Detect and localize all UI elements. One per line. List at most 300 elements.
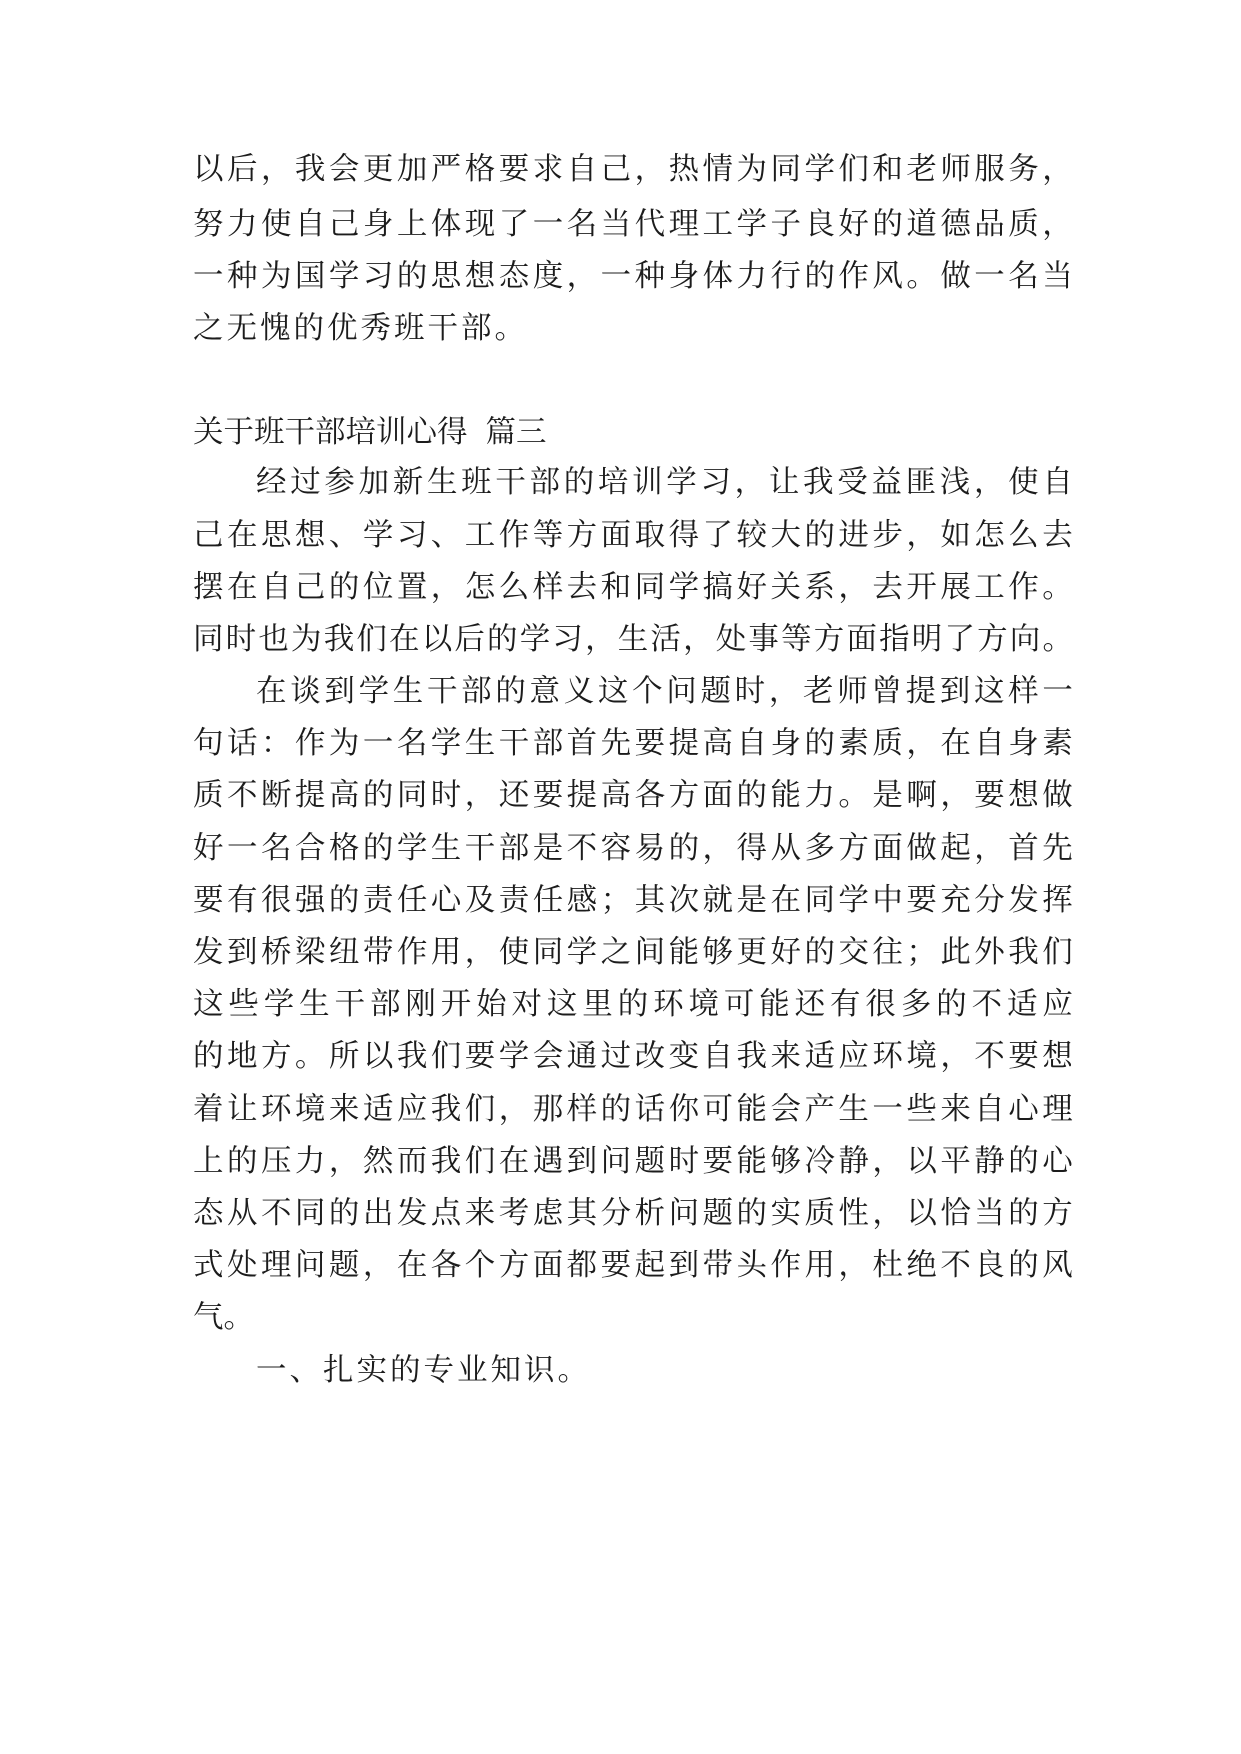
text-char: ， [362, 1248, 394, 1283]
text-char: 干 [495, 465, 526, 500]
text-char: 同 [804, 883, 835, 918]
text-line [193, 1194, 1073, 1234]
text-char: 遇 [532, 1144, 564, 1179]
text-char: 个 [464, 1248, 496, 1283]
text-char: 静 [838, 1144, 869, 1179]
text-char: 义 [563, 674, 595, 709]
text-char: 个 [632, 674, 663, 709]
text-char: 从 [770, 831, 801, 866]
text-char: 么 [498, 570, 530, 605]
text-char: 做 [940, 259, 971, 294]
text-char: ； [906, 935, 937, 970]
text-char: 名 [1008, 259, 1039, 294]
text-char: 益 [871, 465, 902, 500]
text-char: 的 [872, 207, 903, 242]
text-char: 部 [532, 726, 564, 761]
text-char: 方 [838, 831, 869, 866]
text-char: 努 [193, 207, 224, 242]
text-char: 的 [804, 259, 835, 294]
text-char: 改 [634, 1039, 666, 1074]
text-char: 们 [838, 152, 869, 187]
text-char: 始 [476, 987, 507, 1022]
text-char: 提 [566, 778, 598, 813]
text-char: 到 [939, 674, 971, 709]
text-char: 各 [430, 1248, 462, 1283]
text-char: 的 [617, 987, 649, 1022]
text-char: 头 [736, 1248, 767, 1283]
text-char: 得 [668, 518, 700, 553]
text-line [193, 1246, 1073, 1286]
text-char: 学 [362, 518, 394, 553]
text-char: 谈 [290, 674, 321, 709]
text-char: 的 [362, 778, 394, 813]
text-char: 起 [940, 831, 971, 866]
text-char: ， [464, 935, 496, 970]
text-char: 怎 [464, 570, 496, 605]
text-char: 用 [430, 935, 462, 970]
text-char: 式 [193, 1248, 224, 1283]
text-char: 不 [940, 1248, 971, 1283]
text-char: 务 [1008, 152, 1039, 187]
text-char: 我 [803, 465, 834, 500]
text-char: 到 [226, 935, 258, 970]
text-char: 不 [971, 987, 1003, 1022]
text-char: 问 [668, 1196, 700, 1231]
text-char: 道 [906, 207, 937, 242]
text-char: 质 [193, 778, 224, 813]
text-char: 工 [974, 570, 1005, 605]
text-char: 充 [940, 883, 971, 918]
text-char: 当 [1042, 259, 1073, 294]
text-char: 工 [464, 518, 496, 553]
text-char: 变 [668, 1039, 700, 1074]
text-char: 提 [294, 778, 326, 813]
text-char: 力 [294, 1144, 326, 1179]
text-char: ， [1042, 152, 1073, 187]
text-char: 面 [702, 778, 734, 813]
text-char: 都 [566, 1248, 598, 1283]
text-char: 的 [193, 1039, 224, 1074]
text-char: 题 [700, 674, 731, 709]
text-char: 高 [328, 778, 360, 813]
text-char: 一 [226, 831, 258, 866]
text-char: ， [702, 831, 734, 866]
text-char: 、 [430, 518, 462, 553]
text-char: 发 [1008, 883, 1039, 918]
text-char: 想 [1008, 778, 1039, 813]
text-char: 有 [226, 883, 258, 918]
text-char: 些 [228, 987, 259, 1022]
text-char: 和 [600, 570, 632, 605]
text-char: 作 [396, 935, 428, 970]
text-char: 让 [226, 1092, 258, 1127]
text-char: 己 [328, 207, 360, 242]
text-char: 让 [768, 465, 800, 500]
text-char: 到 [324, 674, 355, 709]
text-char: 出 [362, 1196, 394, 1231]
text-char: 后 [226, 152, 258, 187]
text-char: 境 [294, 1092, 326, 1127]
text-char: 很 [865, 987, 896, 1022]
text-char: 方 [977, 622, 1008, 657]
text-char: 时 [734, 674, 766, 709]
text-char: ， [906, 518, 937, 553]
text-char: ， [838, 570, 869, 605]
text-char: 不 [226, 778, 258, 813]
text-char: 提 [668, 726, 700, 761]
text-char: 习 [552, 622, 583, 657]
text-char: 不 [566, 831, 598, 866]
text-char: 了 [498, 207, 530, 242]
text-char: 方 [260, 1039, 292, 1074]
text-char: ， [1042, 207, 1073, 242]
text-char: 境 [906, 1039, 937, 1074]
text-char: 一 [974, 259, 1005, 294]
text-char: 生 [392, 674, 424, 709]
text-char: 部 [529, 465, 560, 500]
text-char: 其 [634, 883, 666, 918]
text-char: 老 [803, 674, 834, 709]
text-char: 来 [464, 1196, 496, 1231]
text-char: 后 [454, 622, 485, 657]
text-char: 着 [193, 1092, 224, 1127]
text-char: 能 [759, 987, 790, 1022]
text-char: 步 [872, 518, 903, 553]
text-char: 的 [328, 883, 360, 918]
text-char: 己 [294, 570, 326, 605]
text-char: 匪 [905, 465, 937, 500]
text-char: 加 [358, 465, 390, 500]
text-char: 一 [532, 207, 564, 242]
text-char: 习 [396, 518, 428, 553]
text-char: ， [430, 570, 462, 605]
text-char: 风 [872, 259, 903, 294]
text-char: 国 [294, 259, 326, 294]
text-char: 自 [974, 1092, 1005, 1127]
text-char: 理 [1042, 1092, 1073, 1127]
text-char: 的 [328, 570, 360, 605]
text-char: 干 [426, 674, 458, 709]
text-char: 质 [804, 1196, 835, 1231]
text-char: 能 [668, 935, 700, 970]
heading-part: 篇三 [485, 415, 547, 450]
text-char: 种 [226, 259, 258, 294]
text-char: 先 [1042, 831, 1073, 866]
text-char: 要 [906, 883, 937, 918]
text-char: 对 [511, 987, 543, 1022]
text-char: 在 [940, 726, 971, 761]
text-char: 怎 [974, 518, 1005, 553]
text-char: 在 [389, 622, 420, 657]
text-char: 面 [872, 831, 903, 866]
text-char: 身 [668, 259, 700, 294]
text-char: 使 [1008, 465, 1039, 500]
text-char: 过 [600, 1039, 632, 1074]
text-char: 学 [736, 207, 767, 242]
text-char: 里 [582, 987, 613, 1022]
text-char: ， [566, 259, 598, 294]
text-char: 冷 [804, 1144, 835, 1179]
text-char: ， [940, 1039, 971, 1074]
text-char: 题 [328, 1248, 360, 1283]
text-line [256, 463, 1073, 503]
text-char: 。 [906, 259, 937, 294]
text-char: 压 [260, 1144, 292, 1179]
text-line [193, 205, 1073, 245]
text-char: 师 [837, 674, 868, 709]
text-char: 也 [258, 622, 289, 657]
text-char: 。 [838, 778, 869, 813]
text-char: 开 [440, 987, 472, 1022]
text-char: 学 [358, 674, 390, 709]
text-char: 会 [770, 1092, 801, 1127]
text-char: 其 [566, 1196, 598, 1231]
text-char: 做 [906, 831, 937, 866]
text-char: 部 [369, 987, 401, 1022]
text-char: 名 [396, 726, 428, 761]
text-char: 同 [294, 1196, 326, 1231]
text-char: 然 [362, 1144, 394, 1179]
text-char: 。 [1042, 622, 1073, 657]
text-char: 应 [838, 1039, 869, 1074]
text-char: 好 [770, 935, 801, 970]
text-char: ， [872, 1196, 903, 1231]
text-char: 我 [323, 622, 355, 657]
text-char: 自 [1042, 465, 1073, 500]
text-char: 还 [498, 778, 530, 813]
text-char: 强 [294, 883, 326, 918]
text-char: ， [498, 1092, 530, 1127]
text-char: 曾 [871, 674, 902, 709]
text-char: 要 [600, 1248, 632, 1283]
text-char: 展 [940, 570, 971, 605]
text-char: 的 [396, 259, 428, 294]
text-char: 会 [532, 1039, 564, 1074]
text-char: 是 [736, 883, 767, 918]
text-char: 高 [702, 726, 734, 761]
text-char: 作 [294, 726, 326, 761]
text-line: 之无愧的优秀班干部。 [193, 311, 528, 346]
text-char: 进 [838, 518, 869, 553]
text-char: 从 [226, 1196, 258, 1231]
text-char: 学 [566, 935, 598, 970]
text-char: 一 [362, 726, 394, 761]
text-char: 合 [294, 831, 326, 866]
text-char: 度 [532, 259, 564, 294]
text-char: 题 [634, 1144, 666, 1179]
text-char: 能 [736, 1144, 767, 1179]
text-char: 部 [498, 831, 530, 866]
text-line [193, 150, 1073, 190]
text-char: 好 [736, 570, 767, 605]
text-char: 理 [260, 1248, 292, 1283]
text-char: 有 [830, 987, 861, 1022]
text-char: ， [906, 726, 937, 761]
text-char: 班 [461, 465, 492, 500]
text-char: 这 [193, 987, 224, 1022]
text-char: 时 [225, 622, 257, 657]
text-char: ， [734, 465, 766, 500]
text-char: 好 [193, 831, 224, 866]
text-char: 不 [974, 1039, 1005, 1074]
heading-title: 关于班干部培训心得 [193, 415, 468, 450]
text-char: 责 [362, 883, 394, 918]
text-char: 学 [498, 1039, 530, 1074]
text-char: 干 [498, 726, 530, 761]
text-char: 的 [804, 935, 835, 970]
text-char: 能 [736, 1092, 767, 1127]
text-char: 现 [464, 207, 496, 242]
text-char: 很 [260, 883, 292, 918]
text-char: 通 [566, 1039, 598, 1074]
text-char: 格 [464, 152, 496, 187]
text-char: 感 [566, 883, 598, 918]
text-char: 虑 [532, 1196, 564, 1231]
text-char: 中 [872, 883, 903, 918]
text-char: 得 [736, 831, 767, 866]
text-char: 想 [294, 518, 326, 553]
text-char: 责 [498, 883, 530, 918]
text-char: 的 [736, 778, 767, 813]
text-char: 方 [566, 518, 598, 553]
text-char: 面 [600, 518, 632, 553]
text-char: 代 [634, 207, 666, 242]
text-char: 要 [974, 778, 1005, 813]
text-char: 问 [666, 674, 697, 709]
text-char: 我 [430, 1144, 462, 1179]
text-char: 些 [906, 1092, 937, 1127]
text-char: 么 [1008, 518, 1039, 553]
text-char: 句 [193, 726, 224, 761]
text-char: 己 [193, 518, 224, 553]
text-char: 题 [702, 1196, 734, 1231]
text-char: 这 [546, 987, 578, 1022]
text-char: 以 [193, 152, 224, 187]
text-line [193, 568, 1073, 608]
text-char: 刚 [405, 987, 436, 1022]
text-char: 杜 [872, 1248, 903, 1283]
text-char: 来 [328, 1092, 360, 1127]
text-char: 可 [723, 987, 755, 1022]
text-char: 可 [702, 1092, 734, 1127]
text-char: 生 [464, 726, 496, 761]
text-char: 生 [838, 1092, 869, 1127]
text-char: 在 [396, 1248, 428, 1283]
text-char: 训 [632, 465, 663, 500]
text-char: 一 [193, 259, 224, 294]
text-char: 面 [846, 622, 877, 657]
text-char: 自 [702, 1039, 734, 1074]
text-char: 方 [498, 1248, 530, 1283]
text-char: 身 [362, 207, 394, 242]
text-char: 析 [634, 1196, 666, 1231]
text-char: 作 [498, 518, 530, 553]
text-char: ， [683, 622, 714, 657]
text-char: 这 [973, 674, 1005, 709]
text-line [193, 516, 1073, 556]
text-char: 会 [328, 152, 360, 187]
text-char: 容 [600, 831, 632, 866]
text-line [193, 933, 1073, 973]
text-char: 静 [974, 1144, 1005, 1179]
text-char: 生 [617, 622, 649, 657]
text-char: 名 [566, 207, 598, 242]
text-char: 活 [650, 622, 681, 657]
text-char: 纽 [328, 935, 360, 970]
text-char: 一 [872, 1092, 903, 1127]
text-char: 更 [362, 152, 394, 187]
text-char: 要 [193, 883, 224, 918]
text-char: 理 [668, 207, 700, 242]
text-char: 平 [940, 1144, 971, 1179]
text-char: 加 [396, 152, 428, 187]
text-char: 我 [1008, 935, 1039, 970]
text-char: 来 [940, 1092, 971, 1127]
text-char: 而 [396, 1144, 428, 1179]
text-char: 带 [702, 1248, 734, 1283]
text-char: 较 [736, 518, 767, 553]
text-char: 样 [1008, 674, 1039, 709]
text-char: 一 [1042, 674, 1073, 709]
text-char: 生 [430, 831, 462, 866]
text-char: 参 [324, 465, 355, 500]
text-char: 工 [702, 207, 734, 242]
text-char: 在 [770, 883, 801, 918]
text-char: 行 [770, 259, 801, 294]
text-char: 能 [770, 778, 801, 813]
text-char: ， [872, 1144, 903, 1179]
text-char: 先 [600, 726, 632, 761]
text-char: 作 [1008, 570, 1039, 605]
text-char: 那 [532, 1092, 564, 1127]
text-char: 以 [362, 1039, 394, 1074]
text-char: 间 [634, 935, 666, 970]
text-char: ， [973, 465, 1005, 500]
text-char: 环 [653, 987, 684, 1022]
text-char: 明 [911, 622, 943, 657]
text-char: 环 [260, 1092, 292, 1127]
text-char: 来 [770, 1039, 801, 1074]
text-char: 问 [294, 1248, 326, 1283]
text-line: 气。 [193, 1300, 254, 1335]
text-char: 样 [532, 570, 564, 605]
text-char: 学 [838, 883, 869, 918]
text-char: ， [328, 1144, 360, 1179]
text-char: 。 [1042, 570, 1073, 605]
text-char: 的 [495, 674, 526, 709]
text-char: 素 [1042, 726, 1073, 761]
text-char: 经 [256, 465, 287, 500]
text-char: 一 [600, 259, 632, 294]
text-char: 任 [396, 883, 428, 918]
text-char: 们 [1042, 935, 1073, 970]
text-char: 名 [260, 831, 292, 866]
text-char: 应 [1042, 987, 1073, 1022]
text-char: 服 [974, 152, 1005, 187]
text-char: 新 [392, 465, 424, 500]
text-char: ， [260, 152, 292, 187]
text-char: 方 [668, 778, 700, 813]
text-line [193, 776, 1073, 816]
text-char: 身 [770, 726, 801, 761]
text-char: ： [260, 726, 292, 761]
text-char: 。 [294, 1039, 326, 1074]
text-char: 上 [193, 1144, 224, 1179]
text-char: 搞 [702, 570, 734, 605]
text-char: 学 [328, 259, 360, 294]
text-char: 不 [260, 1196, 292, 1231]
text-char: 同 [193, 622, 224, 657]
